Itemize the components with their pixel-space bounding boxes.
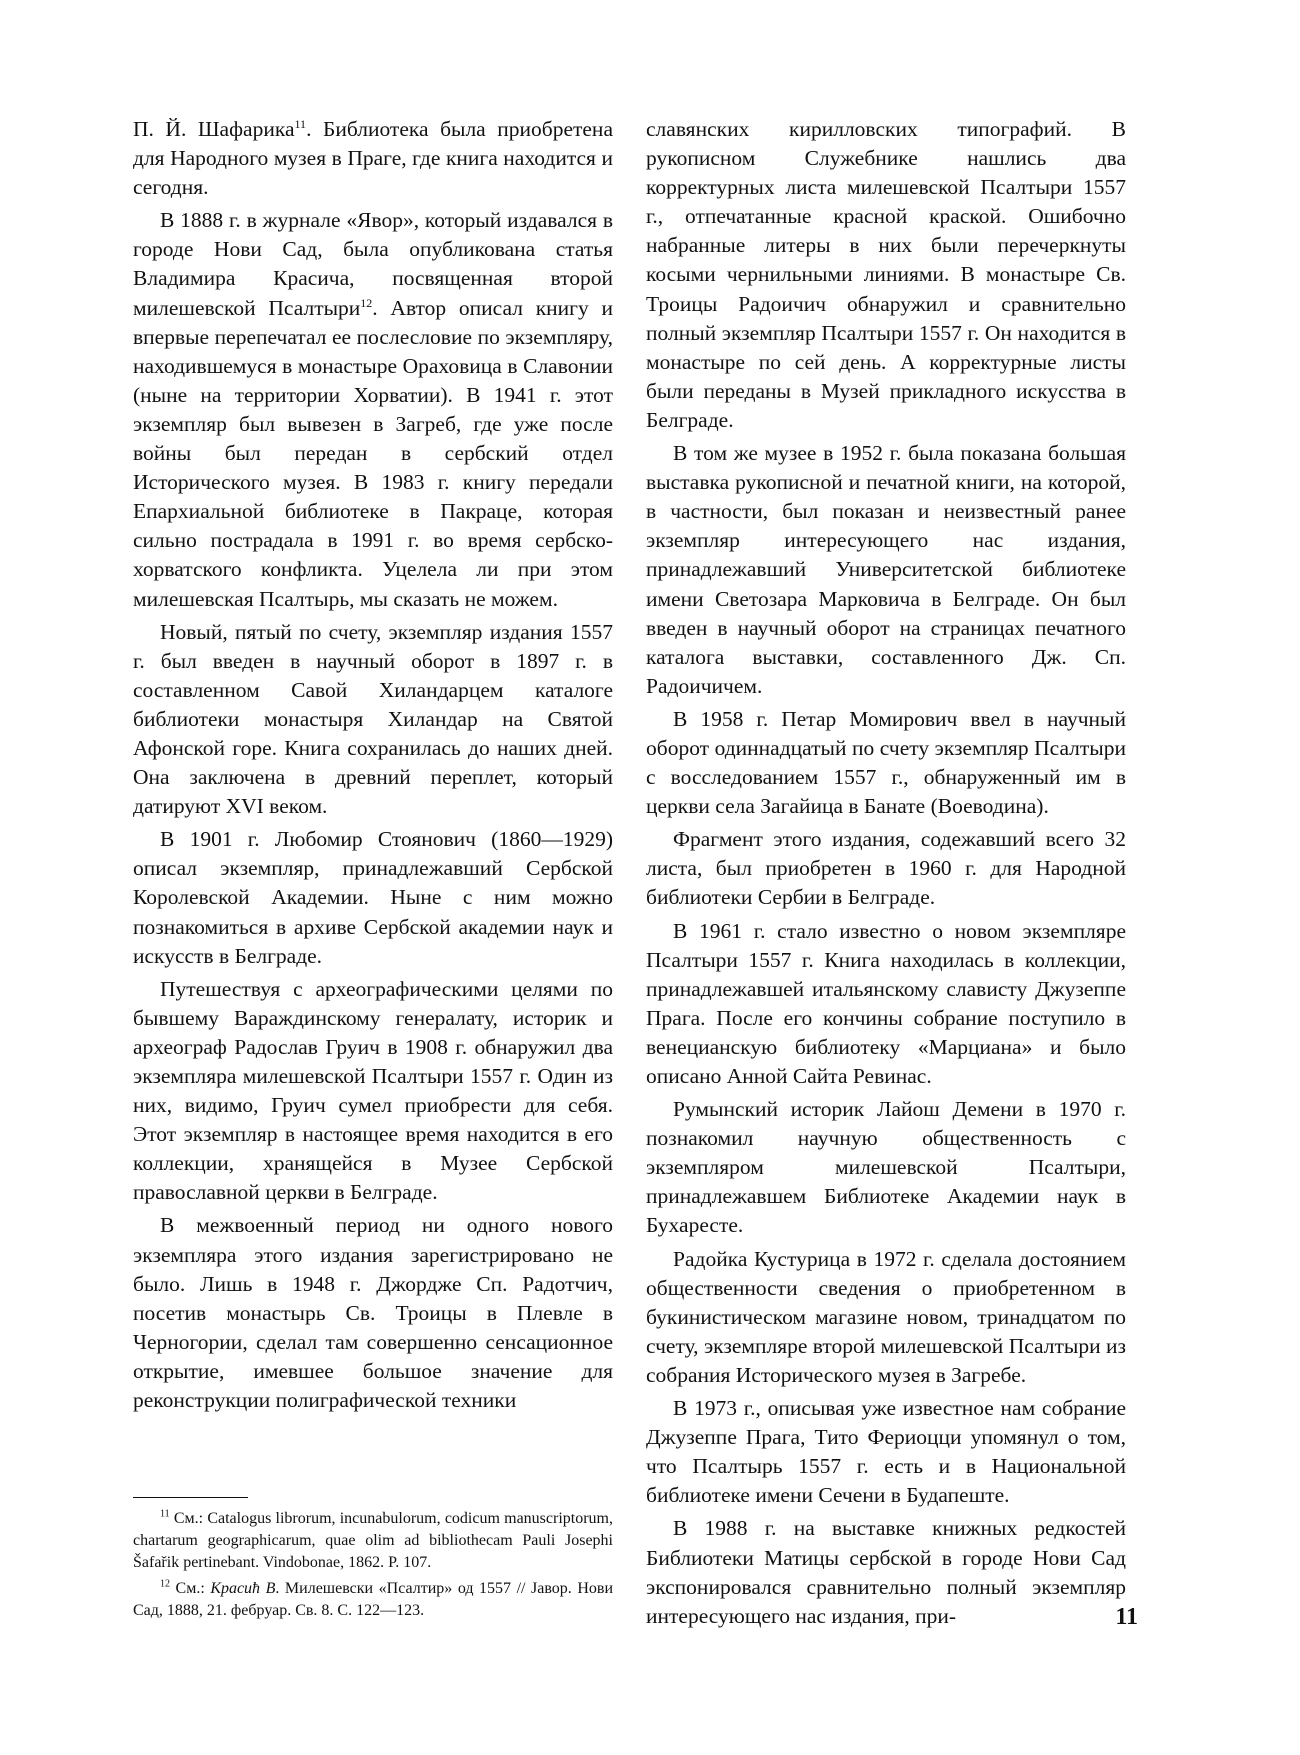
- paragraph: В 1961 г. стало известно о новом экземпляре Псалтыри 1557 г. Книга находилась в коллекции, принадлежавшей итальянскому слависту Джузеппе Прага. После его кончины собрание поступило в венецианскую библиотеку «Марциана» и было описано Анной Сайта Ревинас.: [646, 918, 1126, 1088]
- paragraph: Новый, пятый по счету, экземпляр издания 1557 г. был введен в научный оборот в 1897 г. в составленном Савой Хиландарцем каталоге библиотеки монастыря Хиландар на Святой Афонской горе. Книга сохранилась до наших дней. Она заключена в древний переплет, который датируют XVI веком.: [133, 619, 613, 819]
- paragraph: П. Й. Шафарика$^{11}$. Библиотека была приобретена для Народного музея в Праге, где книга находится и сегодня.: [133, 116, 613, 200]
- page-number: 11: [1115, 1604, 1138, 1630]
- paragraph: Фрагмент этого издания, содежавший всего 32 листа, был приобретен в 1960 г. для Народной библиотеки Сербии в Белграде.: [646, 827, 1126, 910]
- paragraph: славянских кирилловских типографий. В рукописном Служебнике нашлись два корректурных листа милешевской Псалтыри 1557 г., отпечатанные красной краской. Ошибочно набранные литеры в них были перечеркнуты косыми чернильными линиями. В монастыре Св. Троицы Радоичич обнаружил и сравнительно полный экземпляр Псалтыри 1557 г. Он находится в монастыре по сей день. А корректурные листы были переданы в Музей прикладного искусства в Белграде.: [646, 117, 1126, 432]
- paragraph: В 1988 г. на выставке книжных редкостей Библиотеки Матицы сербской в городе Нови Сад экспонировался сравнительно полный экземпляр интересующего нас издания, при-: [646, 1516, 1126, 1628]
- paragraph: В 1888 г. в журнале «Явор», который издавался в городе Нови Сад, была опубликована статья Владимира Красича, посвященная второй милешевской Псалтыри$^{12}$. Автор описал книгу и впервые перепечатал ее послесловие по экземпляру, находившемуся в монастыре Ораховица в Славонии (ныне на территории Хорватии). В 1941 г. этот экземпляр был вывезен в Загреб, где уже после войны был передан в сербский отдел Исторического музея. В 1983 г. книгу передали Епархиальной библиотеке в Пакраце, которая сильно пострадала в 1991 г. во время сербско-хорватского конфликта. Уцелела ли при этом милешевская Псалтырь, мы сказать не можем.: [133, 208, 613, 611]
- paragraph: В межвоенный период ни одного нового экземпляра этого издания зарегистрировано не было. Лишь в 1948 г. Джордже Сп. Радотчич, посетив монастырь Св. Троицы в Плевле в Черногории, сделал там совершенно сенсационное открытие, имевшее большое значение для реконструкции полиграфической техники: [133, 1213, 613, 1413]
- paragraph: Радойка Кустурица в 1972 г. сделала достоянием общественности сведения о приобретенном в букинистическом магазине новом, тринадцатом по счету, экземпляре второй милешевской Псалтыри из собрания Исторического музея в Загребе.: [646, 1246, 1126, 1387]
- footnote-12: $^{12}$ См.: Красић В. Милешевски «Псалтир» од 1557 // Јавор. Нови Сад, 1888, 21. фебруар. Св. 8. С. 122—123.: [133, 1578, 614, 1619]
- right-column: [646, 115, 1126, 1631]
- paragraph: В том же музее в 1952 г. была показана большая выставка рукописной и печатной книги, на которой, в частности, был показан и неизвестный ранее экземпляр интересующего нас издания, принадлежавший Университетской библиотеке имени Светозара Марковича в Белграде. Он был введен в научный оборот на страницах печатного каталога выставки, составленного Дж. Сп. Радоичичем.: [646, 441, 1126, 698]
- footnote-11: $^{11}$ См.: Catalogus librorum, incunabulorum, codicum manuscriptorum, chartarum geographicarum, quae olim ad bibliothecam Pauli Josephi Šafařik pertinebant. Vindobonae, 1862. P. 107.: [133, 1508, 613, 1571]
- footnotes: [133, 1508, 613, 1626]
- paragraph: Румынский историк Лайош Демени в 1970 г. познакомил научную общественность с экземпляром милешевской Псалтыри, принадлежавшем Библиотеке Академии наук в Бухаресте.: [646, 1097, 1126, 1238]
- left-column: [133, 115, 613, 1415]
- footnote-number: 11: [160, 1508, 170, 1520]
- paragraph: В 1901 г. Любомир Стоянович (1860—1929) описал экземпляр, принадлежавший Сербской Королевской Академии. Ныне с ним можно познакомиться в архиве Сербской академии наук и искусств в Белграде.: [133, 827, 613, 968]
- footnote-ref[interactable]: 12: [360, 295, 373, 310]
- footnote-author: Красић В: [210, 1580, 276, 1597]
- footnote-number: 12: [160, 1578, 170, 1590]
- footnote-divider: [133, 1497, 248, 1498]
- paragraph: Путешествуя с археографическими целями по бывшему Вараждинскому генералату, историк и археограф Радослав Груич в 1908 г. обнаружил два экземпляра милешевской Псалтыри 1557 г. Один из них, видимо, Груич сумел приобрести для себя. Этот экземпляр в настоящее время находится в его коллекции, хранящейся в Музее Сербской православной церкви в Белграде.: [133, 976, 613, 1205]
- footnote-ref[interactable]: 11: [294, 116, 307, 131]
- paragraph: В 1973 г., описывая уже известное нам собрание Джузеппе Прага, Тито Фериоцци упомянул о том, что Псалтырь 1557 г. есть и в Национальной библиотеке имени Сечени в Будапеште.: [646, 1396, 1126, 1508]
- paragraph: В 1958 г. Петар Момирович ввел в научный оборот одиннадцатый по счету экземпляр Псалтыри с восследованием 1557 г., обнаруженный им в церкви села Загайица в Банате (Воеводина).: [646, 706, 1126, 819]
